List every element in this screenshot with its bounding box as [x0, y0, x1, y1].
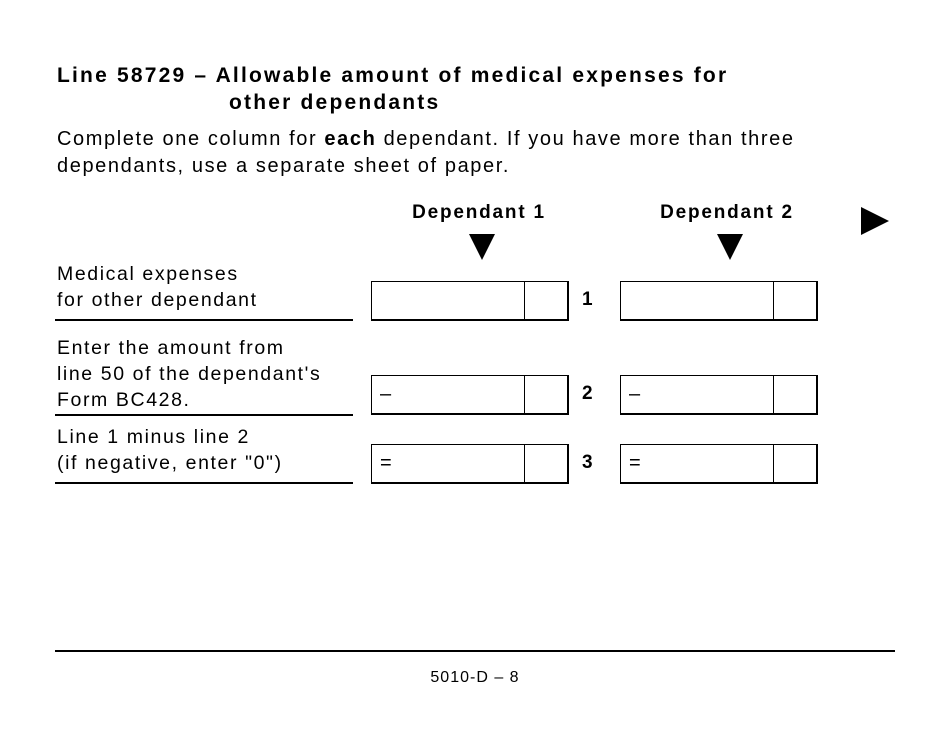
- dependant-1-line-3-cents[interactable]: [525, 445, 567, 482]
- row-3-divider: [55, 482, 353, 484]
- instructions-line-1: Complete one column for each dependant. If you have more than three: [57, 128, 795, 150]
- dependant-2-line-3-cents[interactable]: [774, 445, 816, 482]
- dependant-1-line-3-dollars[interactable]: =: [372, 445, 525, 482]
- row-3-label: Line 1 minus line 2 (if negative, enter "0"): [57, 426, 283, 474]
- dependant-2-line-1-cents[interactable]: [774, 282, 816, 319]
- dependant-2-line-1-field[interactable]: [620, 281, 818, 321]
- instructions-line-2: dependants, use a separate sheet of paper.: [57, 155, 511, 177]
- dependant-2-line-2-field[interactable]: [620, 375, 818, 415]
- section-title-line-2: other dependants: [229, 91, 441, 114]
- dependant-2-line-2-cents[interactable]: [774, 376, 816, 413]
- dependant-1-line-2-cents[interactable]: [525, 376, 567, 413]
- dependant-2-line-3-field[interactable]: [620, 444, 818, 484]
- arrow-right-icon: [861, 207, 889, 235]
- line-number-3: 3: [582, 452, 593, 473]
- row-2-divider: [55, 414, 353, 416]
- instructions: [57, 126, 795, 180]
- row-1-label: Medical expenses for other dependant: [57, 263, 258, 311]
- dependant-1-line-2-field[interactable]: [371, 375, 569, 415]
- dependant-2-line-3-dollars[interactable]: =: [621, 445, 774, 482]
- column-header-dependant-1: Dependant 1: [412, 202, 546, 223]
- column-header-dependant-2: Dependant 2: [660, 202, 794, 223]
- emphasis-each: each: [324, 128, 377, 150]
- page-number: 5010-D – 8: [430, 669, 520, 686]
- dependant-1-line-2-dollars[interactable]: –: [372, 376, 525, 413]
- row-1-divider: [55, 319, 353, 321]
- dependant-1-line-1-dollars[interactable]: [372, 282, 525, 319]
- dependant-2-line-1-dollars[interactable]: [621, 282, 774, 319]
- section-title: [57, 62, 728, 116]
- footer-divider: [55, 650, 895, 652]
- dependant-2-line-2-dollars[interactable]: –: [621, 376, 774, 413]
- dependant-1-line-3-field[interactable]: [371, 444, 569, 484]
- dependant-1-line-1-field[interactable]: [371, 281, 569, 321]
- section-title-line-1: Line 58729 – Allowable amount of medical expenses for: [57, 64, 729, 87]
- line-number-1: 1: [582, 289, 593, 310]
- dependant-1-line-1-cents[interactable]: [525, 282, 567, 319]
- row-2-label: Enter the amount from line 50 of the dependant's Form BC428.: [57, 337, 322, 411]
- line-number-2: 2: [582, 383, 593, 404]
- arrow-down-icon: [469, 234, 495, 260]
- arrow-down-icon: [717, 234, 743, 260]
